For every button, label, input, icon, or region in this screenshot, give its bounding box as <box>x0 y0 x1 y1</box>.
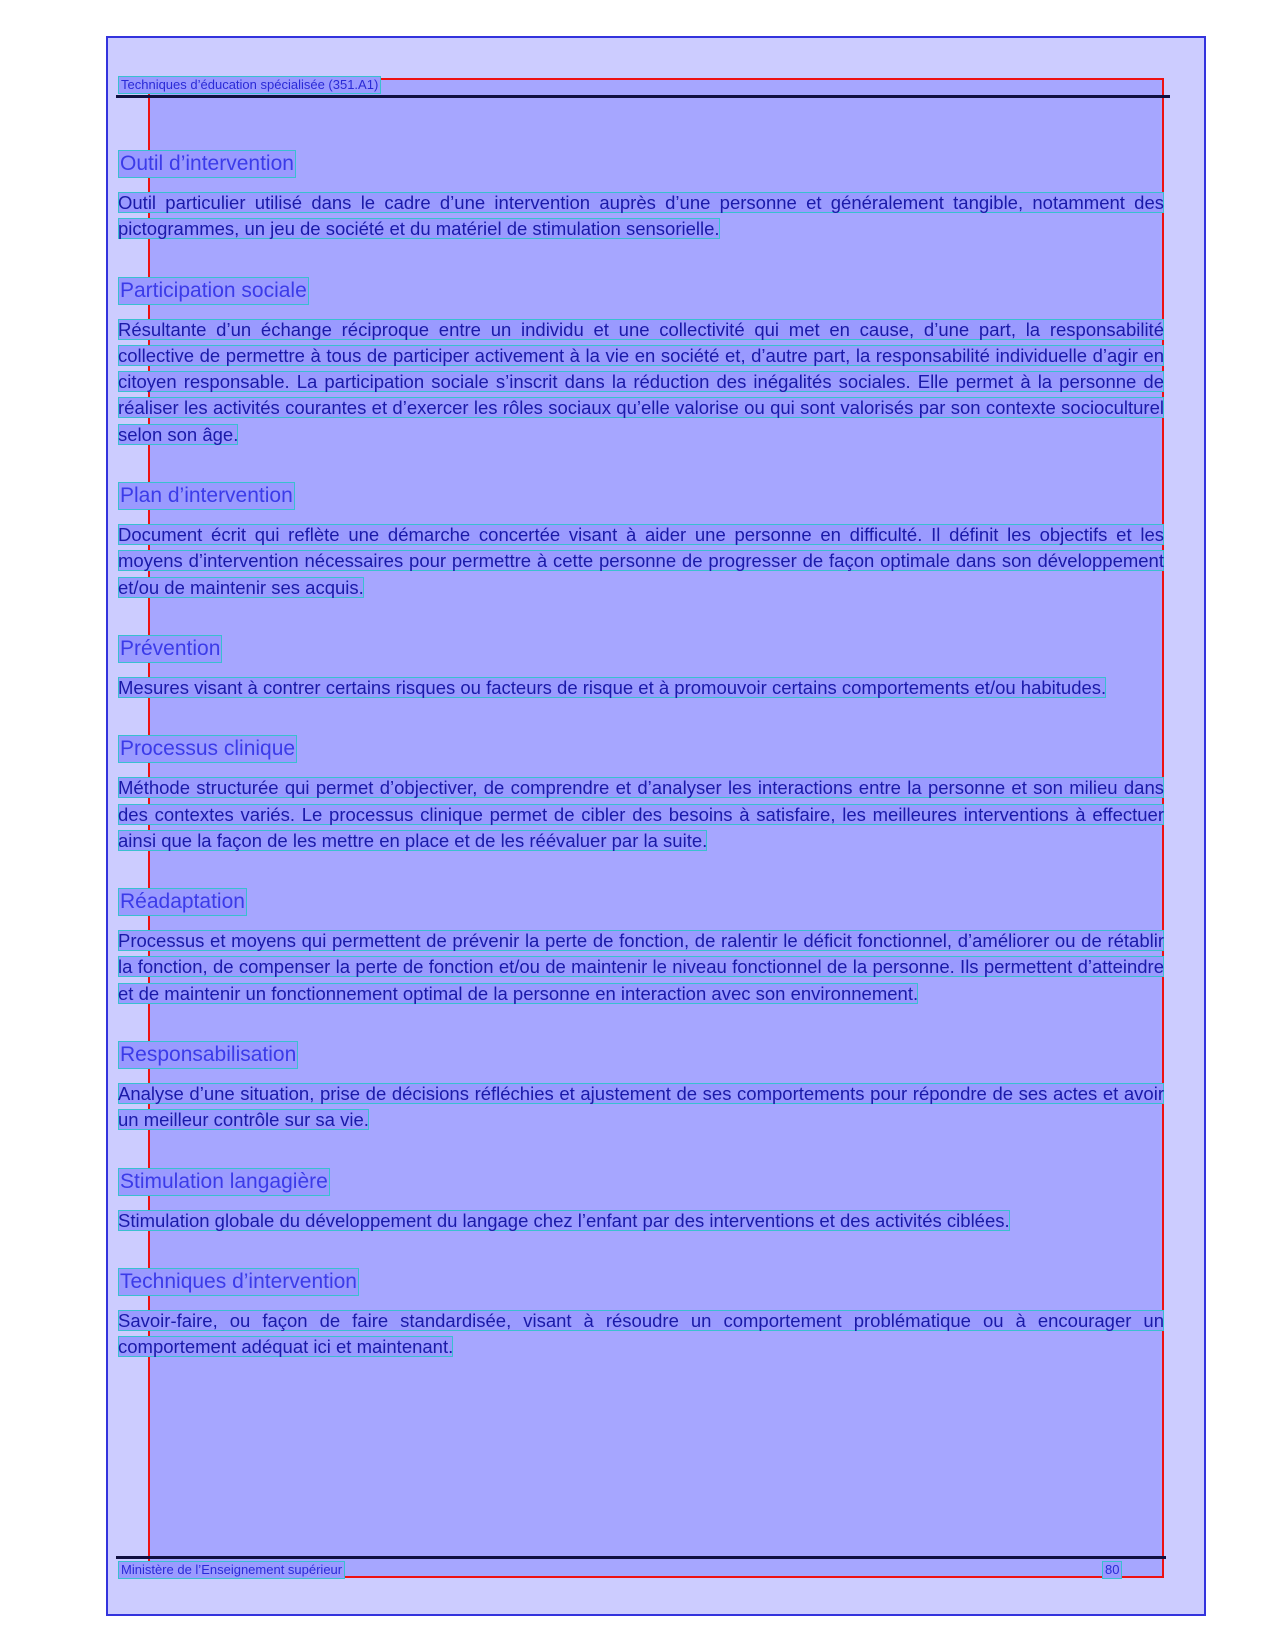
glossary-term: Prévention <box>118 635 222 663</box>
glossary-term: Processus clinique <box>118 735 297 763</box>
running-footer: Ministère de l’Enseignement supérieur <box>118 1561 345 1579</box>
glossary-definition: Stimulation globale du développement du langage chez l’enfant par des interventions et des activités ciblées. <box>118 1209 1010 1231</box>
glossary-entry-prevention <box>118 635 1164 701</box>
header-rule <box>116 95 1170 98</box>
glossary-entry-plan <box>118 482 1164 601</box>
glossary-term: Réadaptation <box>118 888 247 916</box>
glossary-term: Plan d’intervention <box>118 482 295 510</box>
glossary-entry-responsabilisation <box>118 1041 1164 1134</box>
glossary-term: Participation sociale <box>118 277 309 305</box>
glossary-definition: Analyse d’une situation, prise de décisions réfléchies et ajustement de ses comportements pour répondre de ses actes et avoir un meilleur contrôle sur sa vie. <box>118 1083 1164 1131</box>
glossary-body <box>118 150 1164 1395</box>
glossary-term: Outil d’intervention <box>118 150 296 178</box>
glossary-term: Stimulation langagière <box>118 1168 330 1196</box>
glossary-definition: Outil particulier utilisé dans le cadre d’une intervention auprès d’une personne et généralement tangible, notamment des pictogrammes, un jeu de société et du matériel de stimulation sensorielle. <box>118 192 1164 240</box>
glossary-entry-stimulation <box>118 1168 1164 1234</box>
glossary-definition: Document écrit qui reflète une démarche concertée visant à aider une personne en difficulté. Il définit les objectifs et les moyens d’intervention nécessaires pour permettre à cette personne de progresser de façon optimale dans son développement et/ou de maintenir ses acquis. <box>118 524 1164 598</box>
glossary-definition: Résultante d’un échange réciproque entre un individu et une collectivité qui met en cause, d’une part, la responsabilité collective de permettre à tous de participer activement à la vie en société et, d’autre part, la responsabilité individuelle d’agir en citoyen responsable. La participation sociale s’inscrit dans la réduction des inégalités sociales. Elle permet à la personne de réaliser les activités courantes et d’exercer les rôles sociaux qu’elle valorise ou qui sont valorisés par son contexte socioculturel selon son âge. <box>118 318 1164 445</box>
glossary-definition: Savoir-faire, ou façon de faire standardisée, visant à résoudre un comportement problématique ou à encourager un comportement adéquat ici et maintenant. <box>118 1309 1164 1358</box>
glossary-entry-processus <box>118 735 1164 854</box>
glossary-definition: Processus et moyens qui permettent de prévenir la perte de fonction, de ralentir le déficit fonctionnel, d’améliorer ou de rétablir la fonction, de compenser la perte de fonction et/ou de maintenir le niveau fonctionnel de la personne. Ils permettent d’atteindre et de maintenir un fonctionnement optimal de la personne en interaction avec son environnement. <box>118 930 1164 1004</box>
running-header: Techniques d’éducation spécialisée (351.A1) <box>118 76 381 94</box>
glossary-entry-techniques <box>118 1268 1164 1361</box>
footer-rule <box>116 1556 1166 1559</box>
glossary-term: Techniques d’intervention <box>118 1268 359 1296</box>
glossary-entry-readaptation <box>118 888 1164 1007</box>
glossary-definition: Méthode structurée qui permet d’objectiver, de comprendre et d’analyser les interactions entre la personne et son milieu dans des contextes variés. Le processus clinique permet de cibler des besoins à satisfaire, les meilleures interventions à effectuer ainsi que la façon de les mettre en place et de les réévaluer par la suite. <box>118 777 1164 851</box>
glossary-term: Responsabilisation <box>118 1041 298 1069</box>
glossary-entry-outil <box>118 150 1164 243</box>
glossary-definition: Mesures visant à contrer certains risques ou facteurs de risque et à promouvoir certains comportements et/ou habitudes. <box>118 676 1107 698</box>
glossary-entry-participation <box>118 277 1164 448</box>
page-number: 80 <box>1102 1561 1122 1579</box>
